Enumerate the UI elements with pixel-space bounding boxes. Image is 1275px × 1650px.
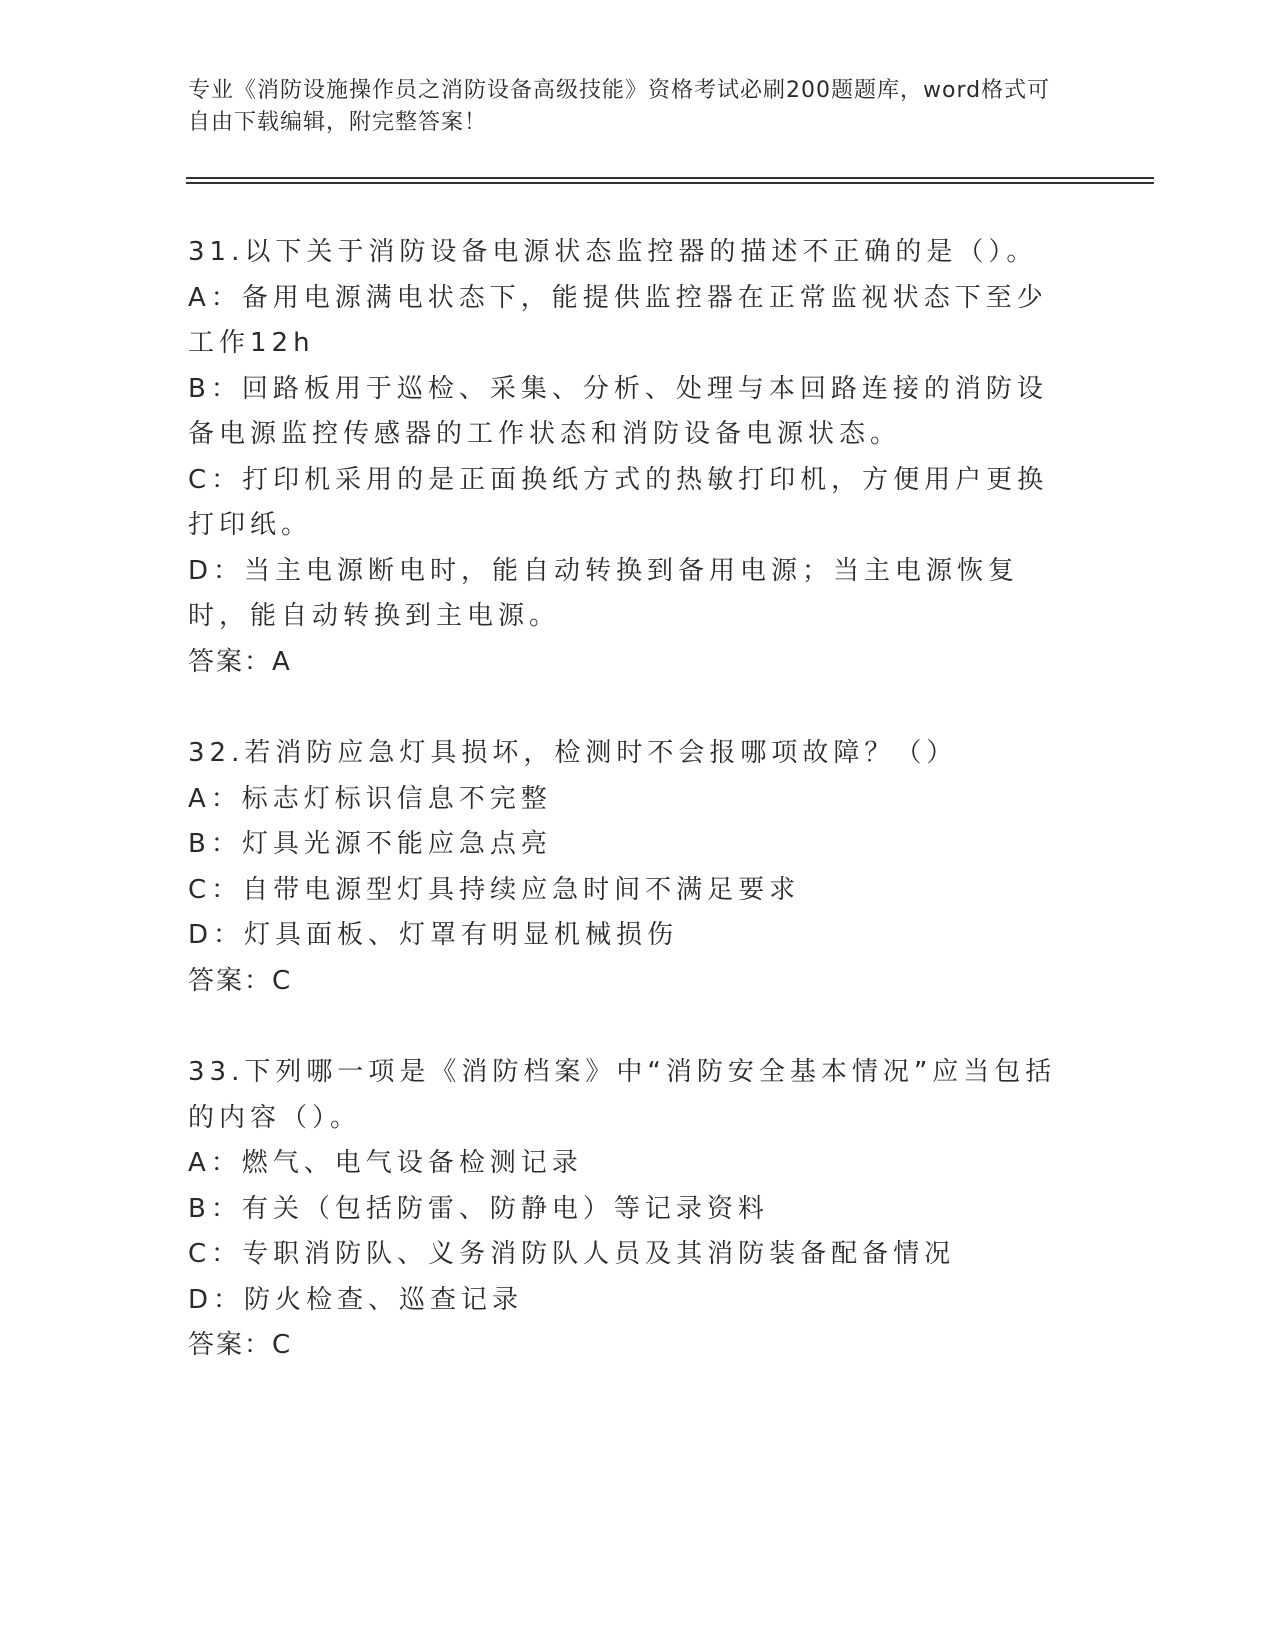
option-d: D：当主电源断电时，能自动转换到备用电源；当主电源恢复时，能自动转换到主电源。 xyxy=(188,555,1020,631)
header-divider xyxy=(186,177,1154,184)
option-a: A：燃气、电气设备检测记录 xyxy=(188,1148,583,1178)
option-b: B：有关（包括防雷、防静电）等记录资料 xyxy=(188,1193,769,1224)
option-c: C：专职消防队、义务消防队人员及其消防装备配备情况 xyxy=(188,1239,956,1269)
question-stem: 33.下列哪一项是《消防档案》中“消防安全基本情况”应当包括的内容（）。 xyxy=(188,1057,1057,1133)
option-a: A：标志灯标识信息不完整 xyxy=(188,783,552,814)
option-a: A：备用电源满电状态下，能提供监控器在正常监视状态下至少工作12h xyxy=(188,282,1048,358)
option-c: C：自带电源型灯具持续应急时间不满足要求 xyxy=(188,874,801,905)
question-stem: 31.以下关于消防设备电源状态监控器的描述不正确的是（）。 xyxy=(188,237,1038,267)
option-d: D：防火检查、巡查记录 xyxy=(188,1284,524,1315)
option-b: B：回路板用于巡检、采集、分析、处理与本回路连接的消防设备电源监控传感器的工作状态和消防设备电源状态。 xyxy=(188,373,1048,449)
question-stem: 32.若消防应急灯具损坏，检测时不会报哪项故障？（） xyxy=(188,738,958,768)
answer-label: 答案：C xyxy=(188,965,293,996)
option-b: B：灯具光源不能应急点亮 xyxy=(188,829,552,859)
answer-label: 答案：A xyxy=(188,646,292,677)
question-list xyxy=(188,230,1068,1369)
divider-line-bottom xyxy=(186,182,1154,184)
option-d: D：灯具面板、灯罩有明显机械损伤 xyxy=(188,920,679,950)
answer-label: 答案：C xyxy=(188,1330,293,1360)
document-header: 专业《消防设施操作员之消防设备高级技能》资格考试必刷200题题库，word格式可自由下载编辑，附完整答案！ xyxy=(188,78,1051,135)
divider-line-top xyxy=(186,177,1154,179)
question-32 xyxy=(188,731,1068,1004)
question-31 xyxy=(188,230,1068,685)
option-c: C：打印机采用的是正面换纸方式的热敏打印机，方便用户更换打印纸。 xyxy=(188,464,1049,540)
question-33 xyxy=(188,1050,1068,1369)
